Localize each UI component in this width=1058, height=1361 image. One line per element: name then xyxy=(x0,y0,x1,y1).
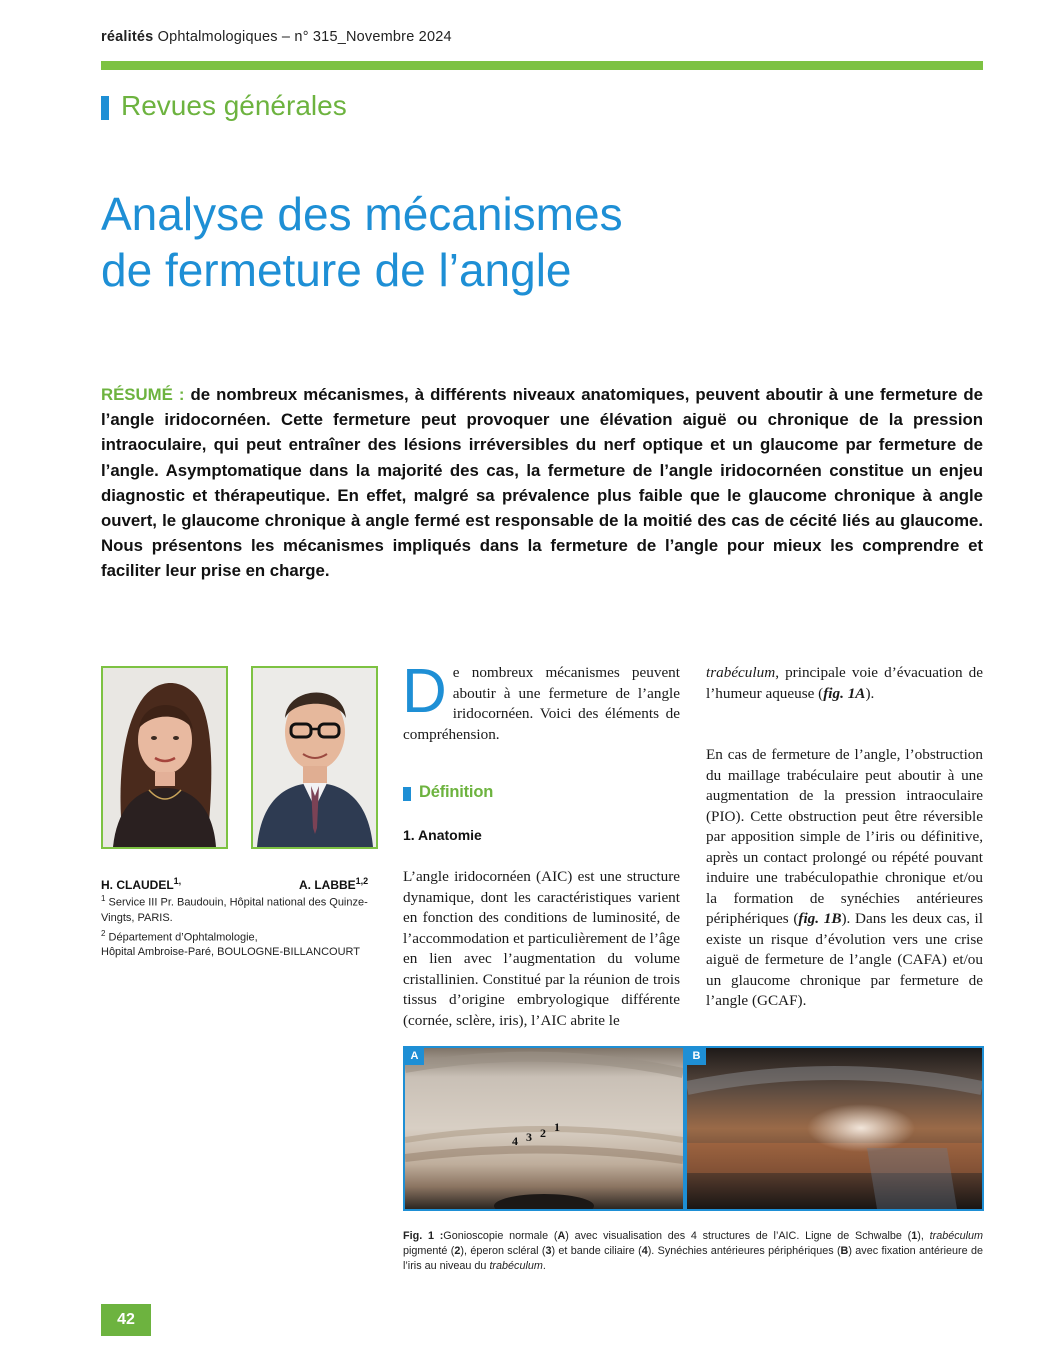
affiliation-2: $^2$ Département d’Ophtalmologie, Hôpital Ambroise-Paré, BOULOGNE-BILLANCOURT xyxy=(101,928,360,959)
definition-heading: Définition xyxy=(419,783,494,801)
author-photo-claudel xyxy=(101,666,228,849)
affiliations xyxy=(101,891,371,960)
abstract xyxy=(101,382,983,584)
figure-caption: Fig. 1 :Gonioscopie normale (A) avec visualisation des 4 structures de l’AIC. Ligne de Schwalbe (1), trabéculum pigmenté (2), éperon scléral (3) et bande ciliaire (4). Synéchies antérieures périphériques (B) avec fixation antérieure de l’iris au niveau du trabéculum. xyxy=(403,1230,984,1272)
running-header xyxy=(101,29,452,45)
definition-marker xyxy=(403,787,411,801)
structure-number-3: 3 xyxy=(526,1130,532,1144)
author-labbe: A. LABBE$^{1,2}$ xyxy=(299,876,369,892)
intro-text: e nombreux mécanismes peuvent aboutir à une fermeture de l’angle iridocornéen. Voici des éléments de compréhension. xyxy=(403,664,680,743)
figure-ref-1a: fig. 1A xyxy=(823,684,866,702)
affiliation-1: $^1$ Service III Pr. Baudouin, Hôpital national des Quinze-Vingts, PARIS. xyxy=(101,894,368,924)
anatomie-paragraph: L’angle iridocornéen (AIC) est une structure dynamique, dont les caractéristiques varient en fonction des conditions de luminosité, de l’accommodation et particulièrement de l’âge en lien avec l’augmentation du volume cristallinien. Constitué par la réunion de trois tissus d’origine embryologique différente (cornée, sclère, iris), l’AIC abrite le xyxy=(403,868,680,1029)
abstract-text: de nombreux mécanismes, à différents niveaux anatomiques, peuvent aboutir à une fermeture de l’angle iridocornéen. Cette fermeture peut provoquer une élévation aiguë ou chronique de la pression intraoculaire, qui peut entraîner des lésions irréversibles du nerf optique et un glaucome par fermeture de l’angle. Asymptomatique dans la majorité des cas, la fermeture de l’angle iridocornéen constitue un enjeu diagnostic et thérapeutique. En effet, malgré sa prévalence plus faible que le glaucome chronique à angle ouvert, le glaucome chronique à angle fermé est responsable de la moitié des cas de cécité liés au glaucome. Nous présentons les mécanismes impliqués dans la fermeture de l’angle pour mieux les comprendre et faciliter leur prise en charge. xyxy=(101,385,984,581)
drop-cap: D xyxy=(402,657,447,726)
page-number: 42 xyxy=(101,1304,151,1336)
intro-paragraph xyxy=(402,657,680,745)
structure-number-4: 4 xyxy=(512,1134,518,1148)
structure-number-2: 2 xyxy=(540,1126,546,1140)
figure-ref-1b: fig. 1B xyxy=(798,910,842,927)
anatomie-subheading: 1. Anatomie xyxy=(403,827,482,843)
article-title xyxy=(101,186,901,298)
structure-number-1: 1 xyxy=(554,1120,560,1134)
journal-issue: Ophtalmologiques – n° 315_Novembre 2024 xyxy=(157,29,452,45)
author-claudel: H. $CLAUDEL^{1,}$ xyxy=(101,876,182,892)
author-photo-labbe xyxy=(251,666,378,849)
fermeture-paragraph: En cas de fermeture de l’angle, l’obstruction du maillage trabéculaire peut aboutir à une augmentation de la pression intraoculaire (PIO). Cette obstruction peut être réversible par apposition simple de l’iris ou définitive, après un contact prolongé ou répété pouvant induire une trabéculopathie chronique et/ou la formation de synéchies antérieures périphériques (fig. 1B). Dans les deux cas, il existe un risque d’évolution vers une crise aiguë de fermeture de l’angle (CAFA) et/ou un glaucome chronique par fermeture de l’angle (GCAF). xyxy=(706,746,983,1009)
title-line-1: Analyse des mécanismes xyxy=(101,188,623,240)
figure-label-a: A xyxy=(405,1048,424,1065)
section-marker xyxy=(101,96,109,120)
figure-label-b: B xyxy=(687,1048,706,1065)
section-title: Revues générales xyxy=(121,90,347,121)
abstract-label: RÉSUMÉ : xyxy=(101,385,185,404)
anatomie-paragraph-continued: trabéculum, principale voie d’évacuation de l’humeur aqueuse (fig. 1A). xyxy=(706,664,983,702)
figure-1a-gonioscopy xyxy=(403,1046,685,1211)
journal-brand: réalités xyxy=(101,29,154,45)
figure-1b-gonioscopy xyxy=(685,1046,984,1211)
title-line-2: de fermeture de l’angle xyxy=(101,244,572,296)
header-rule xyxy=(101,61,983,70)
